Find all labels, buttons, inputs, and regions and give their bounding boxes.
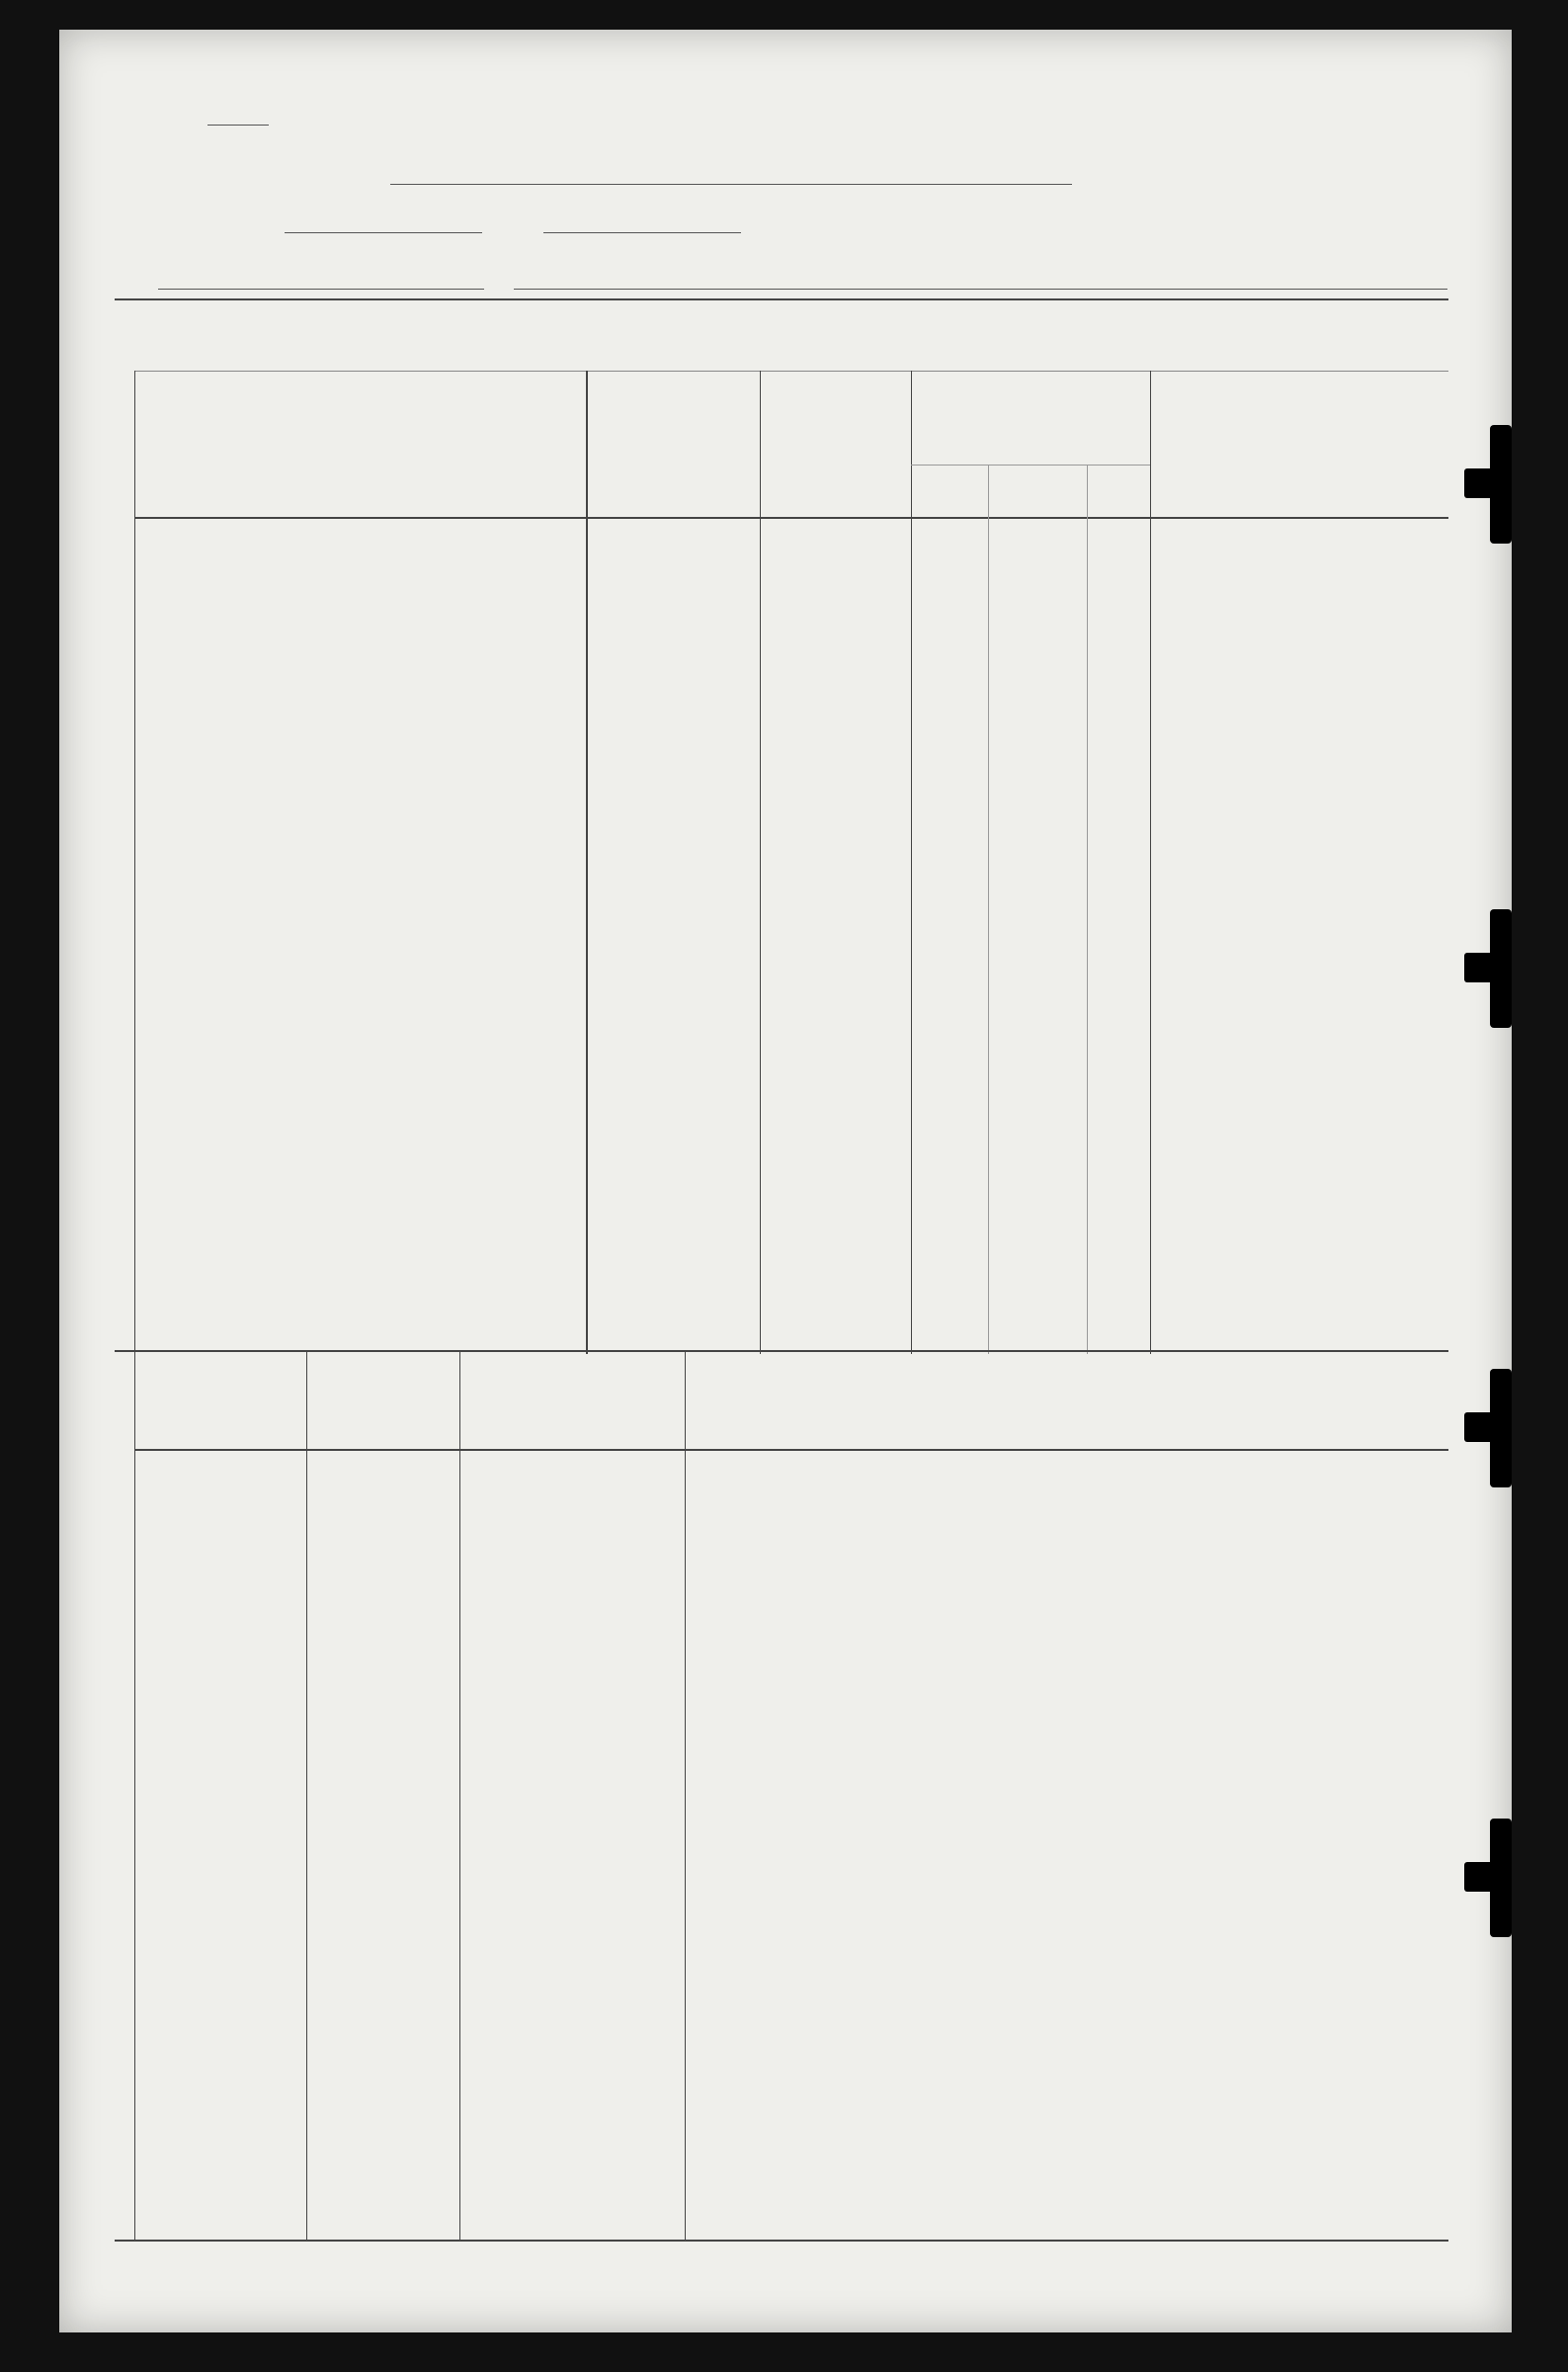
- binder-clip-1: [1490, 425, 1512, 544]
- binder-clip-3: [1490, 1369, 1512, 1487]
- binder-clip-4: [1490, 1819, 1512, 1937]
- binder-clip-2: [1490, 909, 1512, 1028]
- document-page: [59, 30, 1512, 2332]
